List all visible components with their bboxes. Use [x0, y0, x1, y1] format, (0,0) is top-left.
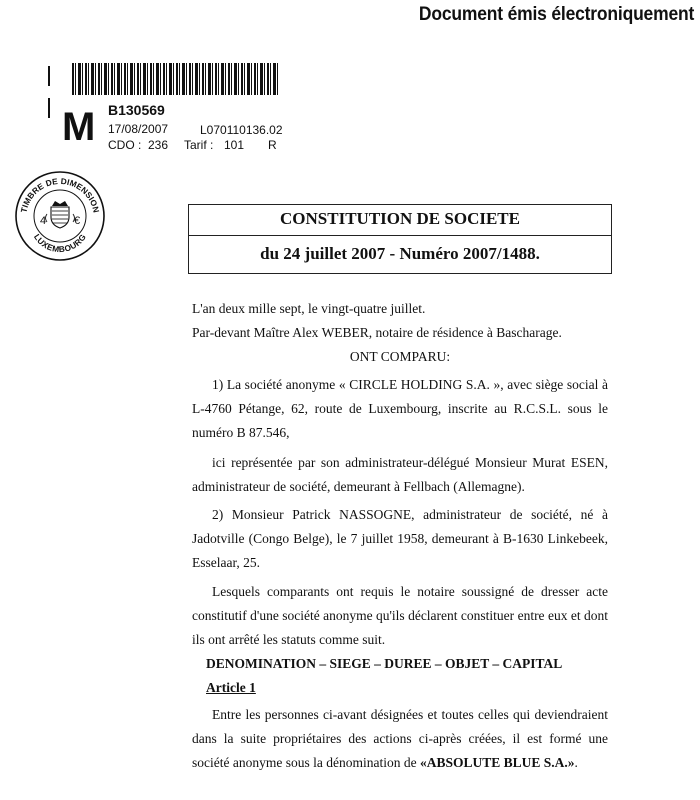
party-one-block [192, 373, 608, 446]
request-paragraph: Lesquels comparants ont requis le notaire soussigné de dresser acte constitutif d'une société anonyme qu'ils déclarent constituer entre eux et dont ils ont arrêté les statuts comme suit. [192, 584, 608, 648]
article-heading-line [192, 676, 608, 700]
electronic-document-notice: Document émis électroniquement [418, 4, 694, 25]
party-one-representative-block [192, 451, 608, 499]
seal-text-bottom: LUXEMBOURG [31, 231, 89, 255]
article-one-body: Entre les personnes ci-avant désignées et toutes celles qui deviendraient dans la suite propriétaires des actions ci-après créées, il est formé une société anonyme sous la dénomination de [192, 707, 608, 771]
svg-text:LUXEMBOURG [32, 232, 88, 254]
article-one-end: . [574, 755, 578, 771]
barcode [72, 63, 280, 95]
notary-line: Par-devant Maître Alex WEBER, notaire de résidence à Bascharage. [192, 325, 562, 341]
section-heading: DENOMINATION – SIEGE – DUREE – OBJET – CAPITAL [206, 656, 563, 671]
request-block [192, 580, 608, 653]
party-one: 1) La société anonyme « CIRCLE HOLDING S.A. », avec siège social à L-4760 Pétange, 62, route de Luxembourg, inscrite au R.C.S.L. sous le numéro B 87.546, [192, 377, 608, 441]
article-one-block [192, 703, 608, 776]
intro-line: L'an deux mille sept, le vingt-quatre juillet. [192, 301, 426, 316]
article-one-text [192, 703, 608, 776]
statutes-heading-block [192, 652, 608, 700]
svg-text:TIMBRE DE DIMENSION [18, 176, 101, 214]
document-title-box [188, 204, 612, 274]
registry-letter: M [62, 105, 96, 149]
seal-currency: € [73, 215, 81, 227]
cdo-value: 236 [148, 138, 169, 152]
appeared-heading: ONT COMPARU: [349, 349, 451, 365]
registration-mark [48, 98, 50, 118]
tarif-value: 101 [224, 138, 245, 152]
deed-intro [192, 297, 608, 370]
tarif-code: R [268, 138, 277, 152]
document-subtitle: du 24 juillet 2007 - Numéro 2007/1488. [260, 244, 540, 263]
registration-mark [48, 66, 50, 86]
party-two: 2) Monsieur Patrick NASSOGNE, administrateur de société, né à Jadotville (Congo Belge), le 7 juillet 1958, demeurant à B-1630 Linkebeek, Esselaar, 25. [192, 507, 608, 571]
tarif-label: Tarif : [184, 138, 214, 152]
registry-filing-number: L070110136.02 [200, 123, 283, 137]
party-two-block [192, 503, 608, 576]
coat-of-arms-icon [46, 201, 75, 228]
registry-date: 17/08/2007 [108, 122, 169, 136]
company-name: «ABSOLUTE BLUE S.A.» [419, 755, 575, 771]
seal-amount: 4 [39, 215, 47, 227]
document-title: CONSTITUTION DE SOCIETE [280, 209, 520, 228]
article-heading: Article 1 [206, 680, 256, 696]
seal-text-top: TIMBRE DE DIMENSION [18, 175, 102, 214]
registry-reference: B130569 [108, 102, 165, 118]
party-one-representative: ici représentée par son administrateur-délégué Monsieur Murat ESEN, administrateur de société, demeurant à Fellbach (Allemagne). [192, 455, 608, 495]
tax-seal [14, 170, 106, 262]
title-divider [189, 235, 611, 236]
cdo-label: CDO : [108, 138, 142, 152]
